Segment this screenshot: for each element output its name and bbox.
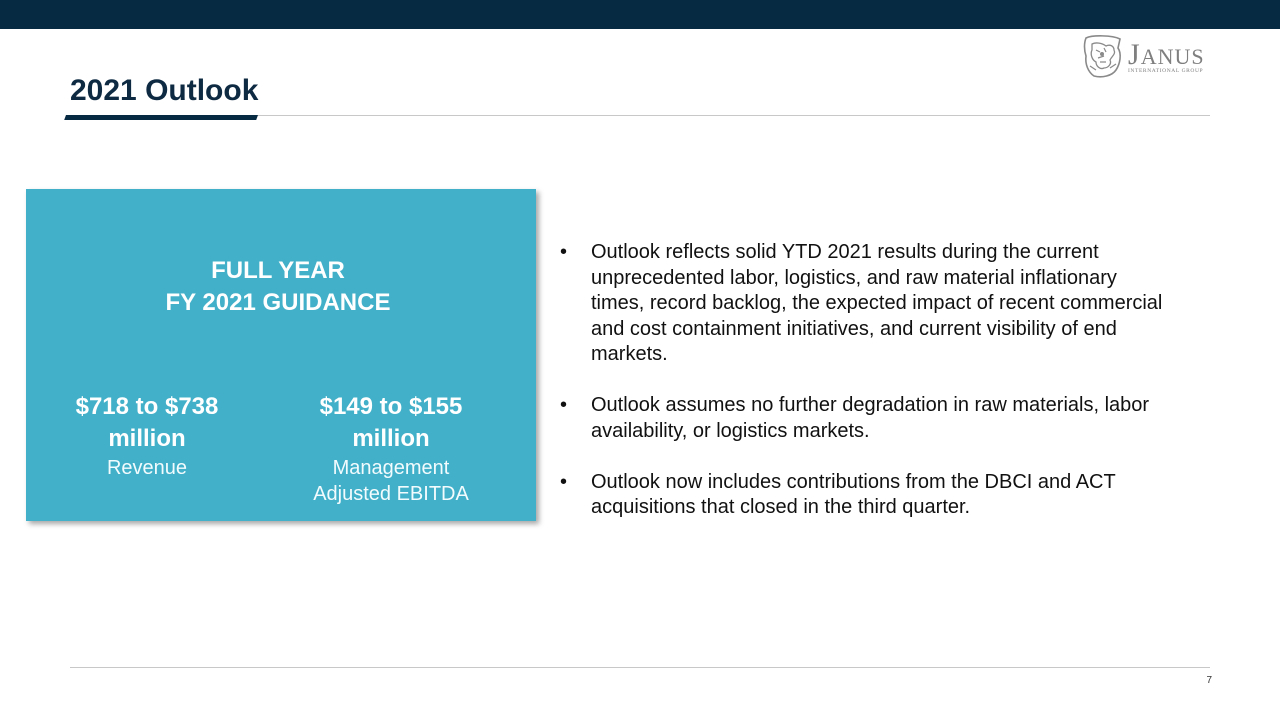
ebitda-metric: [281, 391, 501, 507]
ebitda-label: Management Adjusted EBITDA: [313, 457, 469, 505]
ebitda-value: $149 to $155 million: [319, 393, 463, 452]
logo-subtitle: INTERNATIONAL GROUP: [1128, 68, 1204, 74]
page-title: 2021 Outlook: [70, 74, 259, 107]
revenue-metric: [37, 391, 257, 481]
footer-divider: [70, 667, 1210, 668]
top-bar: [0, 0, 1280, 29]
outlook-bullet-list: [560, 240, 1170, 546]
page-number: 7: [1206, 675, 1212, 686]
company-logo: [1082, 34, 1212, 82]
logo-wordmark: JANUS: [1128, 38, 1205, 71]
title-accent-bar: [64, 115, 258, 120]
revenue-value: $718 to $738 million: [75, 393, 219, 452]
revenue-label: Revenue: [106, 457, 188, 479]
lion-crest-icon: [1082, 34, 1124, 80]
bullet-item: • Outlook assumes no further degradation in raw materials, labor availability, or logistics markets.: [560, 394, 1150, 442]
bullet-item: • Outlook reflects solid YTD 2021 results during the current unprecedented labor, logistics, and raw material inflationary times, record backlog, the expected impact of recent commercial and cost containment initiatives, and current visibility of end markets.: [560, 241, 1163, 365]
guidance-box: [26, 189, 536, 521]
guidance-heading: FULL YEAR FY 2021 GUIDANCE: [165, 257, 391, 316]
bullet-item: • Outlook now includes contributions from the DBCI and ACT acquisitions that closed in the third quarter.: [560, 470, 1116, 518]
